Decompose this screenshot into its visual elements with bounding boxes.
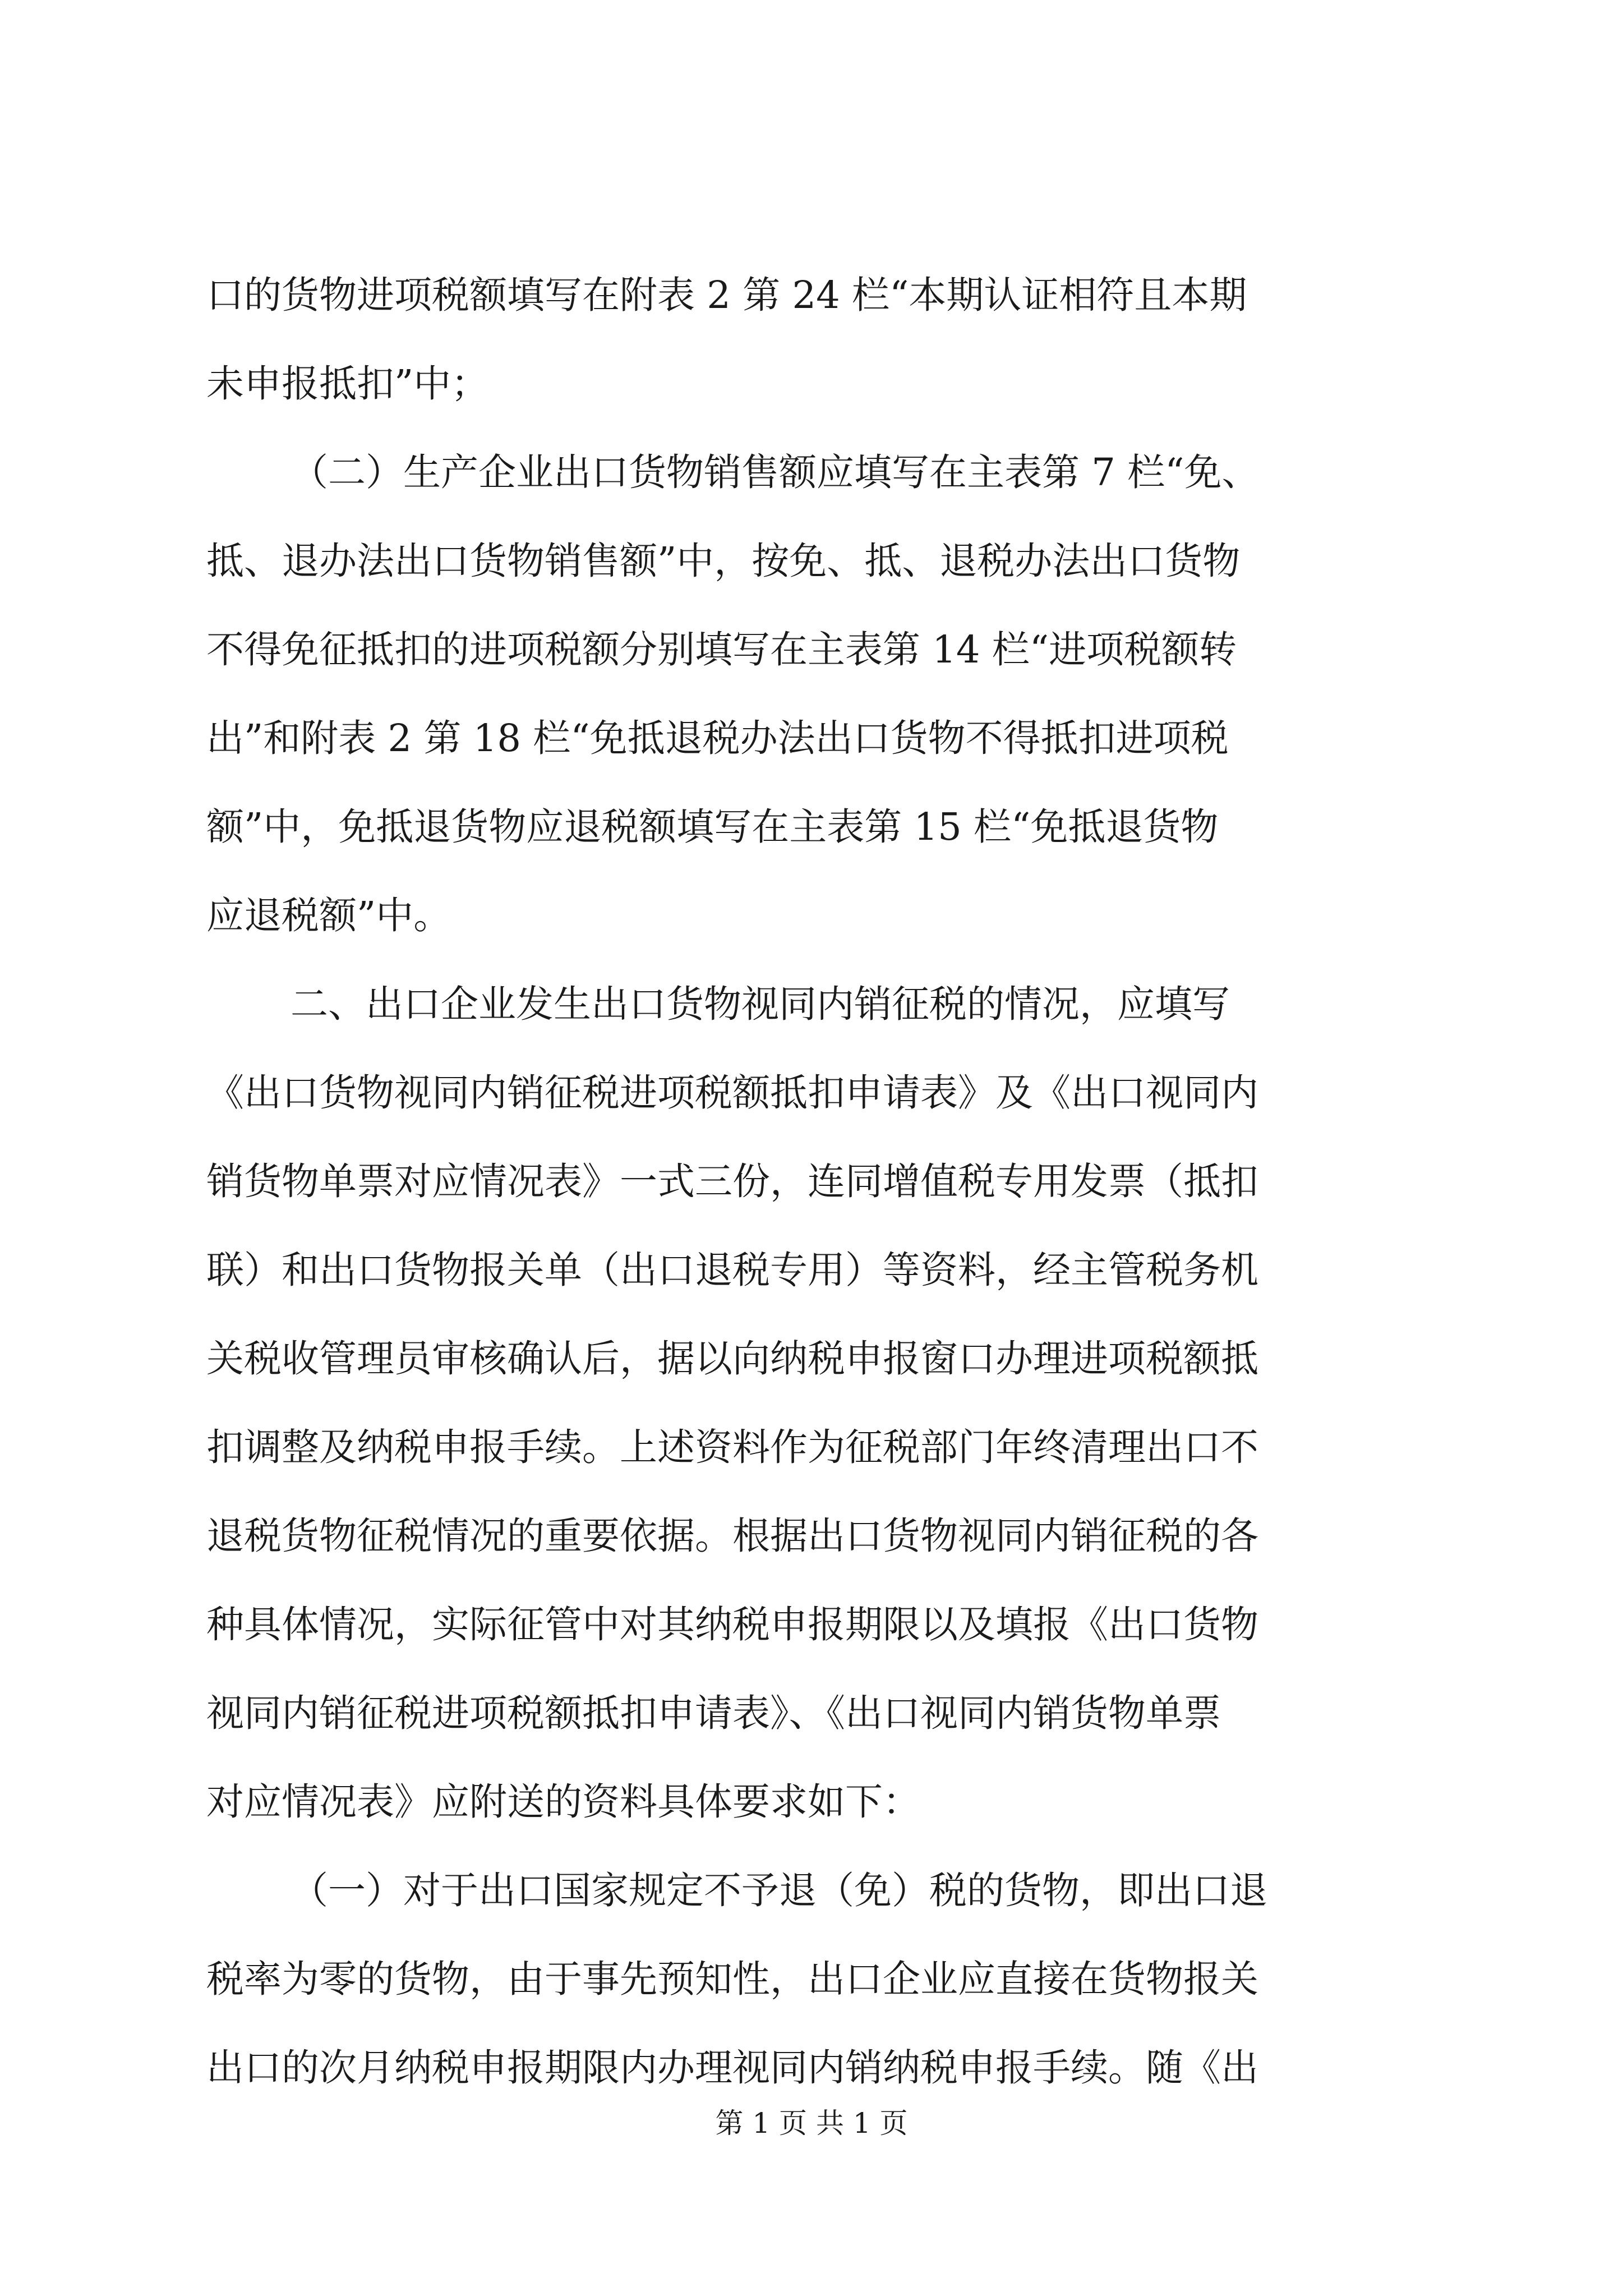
page-footer: 第 1 页 共 1 页: [715, 2107, 908, 2139]
paragraph-first-line: （二）生产企业出口货物销售额应填写在主表第 7 栏“免、: [291, 450, 1260, 494]
text-line: 扣调整及纳税申报手续。上述资料作为征税部门年终清理出口不: [206, 1425, 1258, 1469]
text-line: 应退税额”中。: [206, 894, 451, 937]
text-line: 税率为零的货物，由于事先预知性，出口企业应直接在货物报关: [206, 1957, 1258, 2001]
text-line: 种具体情况，实际征管中对其纳税申报期限以及填报《出口货物: [206, 1603, 1258, 1646]
text-line: 额”中，免抵退货物应退税额填写在主表第 15 栏“免抵退货物: [206, 805, 1219, 849]
paragraph-first-line: 二、出口企业发生出口货物视同内销征税的情况，应填写: [291, 982, 1230, 1026]
text-line: 抵、退办法出口货物销售额”中，按免、抵、退税办法出口货物: [206, 539, 1241, 583]
text-line: 对应情况表》应附送的资料具体要求如下：: [206, 1780, 920, 1824]
text-line: 《出口货物视同内销征税进项税额抵扣申请表》及《出口视同内: [206, 1071, 1258, 1115]
text-line: 出”和附表 2 第 18 栏“免抵退税办法出口货物不得抵扣进项税: [206, 716, 1229, 760]
text-line: 口的货物进项税额填写在附表 2 第 24 栏“本期认证相符且本期: [206, 273, 1247, 317]
text-line: 出口的次月纳税申报期限内办理视同内销纳税申报手续。随《出: [206, 2046, 1258, 2090]
text-line: 联）和出口货物报关单（出口退税专用）等资料，经主管税务机: [206, 1248, 1258, 1292]
text-line: 未申报抵扣”中；: [206, 362, 489, 406]
text-line: 不得免征抵扣的进项税额分别填写在主表第 14 栏“进项税额转: [206, 628, 1237, 671]
text-line: 销货物单票对应情况表》一式三份，连同增值税专用发票（抵扣: [206, 1159, 1258, 1203]
paragraph-first-line: （一）对于出口国家规定不予退（免）税的货物，即出口退: [291, 1869, 1267, 1912]
text-line: 退税货物征税情况的重要依据。根据出口货物视同内销征税的各: [206, 1514, 1258, 1558]
text-line: 关税收管理员审核确认后，据以向纳税申报窗口办理进项税额抵: [206, 1337, 1258, 1381]
text-line: 视同内销征税进项税额抵扣申请表》、《出口视同内销货物单票: [206, 1691, 1221, 1735]
